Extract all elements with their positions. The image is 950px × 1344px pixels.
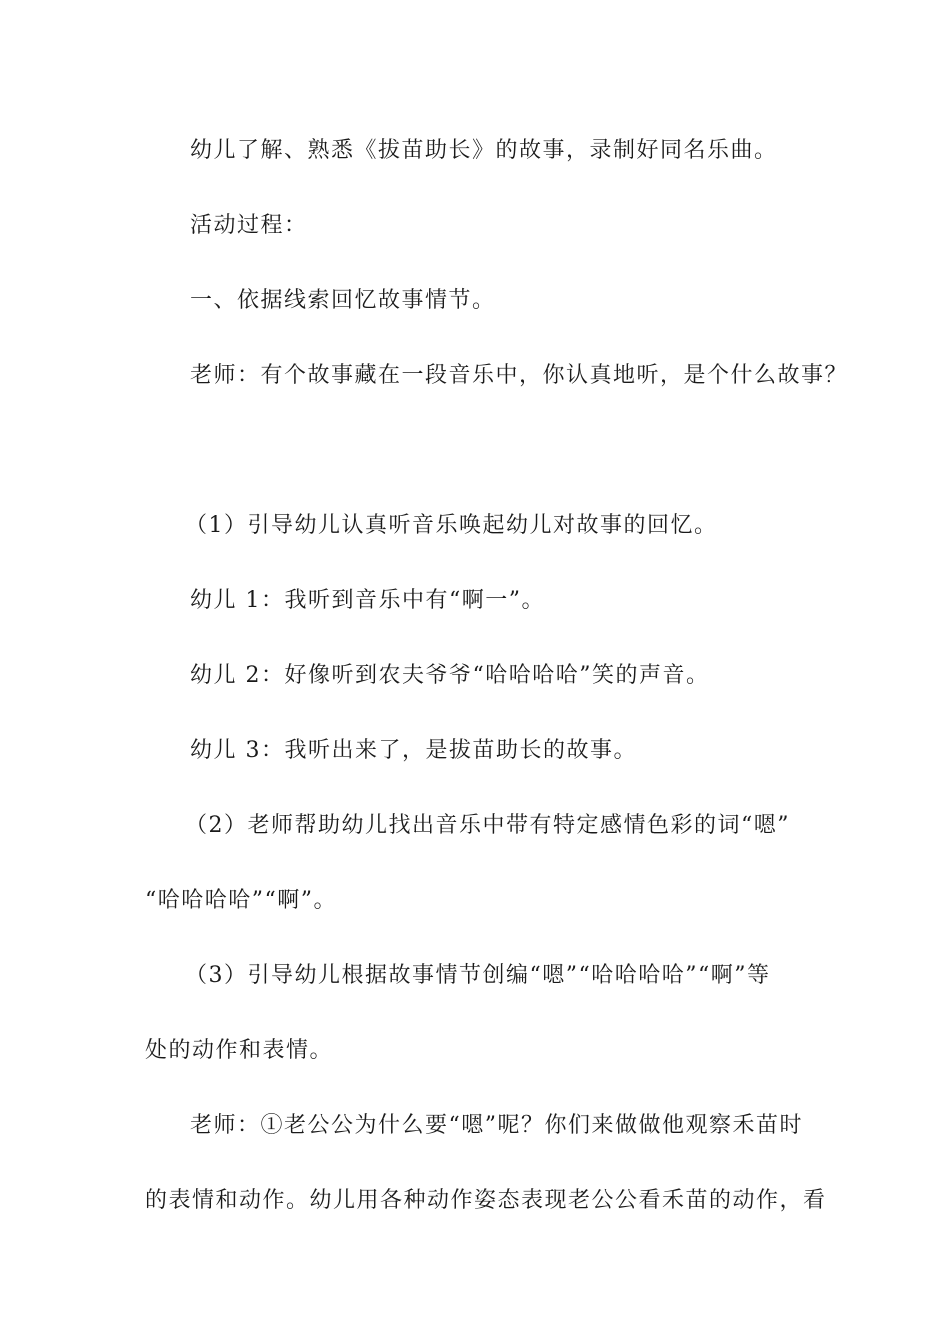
paragraph-teacher-prompt: 老师：①老公公为什么要“嗯”呢？你们来做做他观察禾苗时	[190, 1113, 803, 1138]
list-item-3-continued: 处的动作和表情。	[145, 1038, 334, 1063]
list-item-2-continued: “哈哈哈哈”“啊”。	[145, 888, 337, 913]
list-item-3: （3）引导幼儿根据故事情节创编“嗯”“哈哈哈哈”“啊”等	[185, 963, 771, 988]
list-item-2: （2）老师帮助幼儿找出音乐中带有特定感情色彩的词“嗯”	[185, 813, 790, 838]
paragraph-materials: 幼儿了解、熟悉《拔苗助长》的故事，录制好同名乐曲。	[190, 138, 778, 163]
paragraph-child-2: 幼儿 2：好像听到农夫爷爷“哈哈哈哈”笑的声音。	[190, 663, 710, 688]
paragraph-teacher-prompt-continued: 的表情和动作。幼儿用各种动作姿态表现老公公看禾苗的动作，看	[145, 1188, 827, 1213]
paragraph-teacher-question: 老师：有个故事藏在一段音乐中，你认真地听，是个什么故事？	[190, 363, 849, 388]
heading-section-one: 一、依据线索回忆故事情节。	[190, 288, 496, 313]
list-item-1: （1）引导幼儿认真听音乐唤起幼儿对故事的回忆。	[185, 513, 718, 538]
paragraph-child-3: 幼儿 3：我听出来了，是拔苗助长的故事。	[190, 738, 637, 763]
heading-activity-process: 活动过程：	[190, 213, 308, 238]
paragraph-child-1: 幼儿 1：我听到音乐中有“啊一”。	[190, 588, 545, 613]
